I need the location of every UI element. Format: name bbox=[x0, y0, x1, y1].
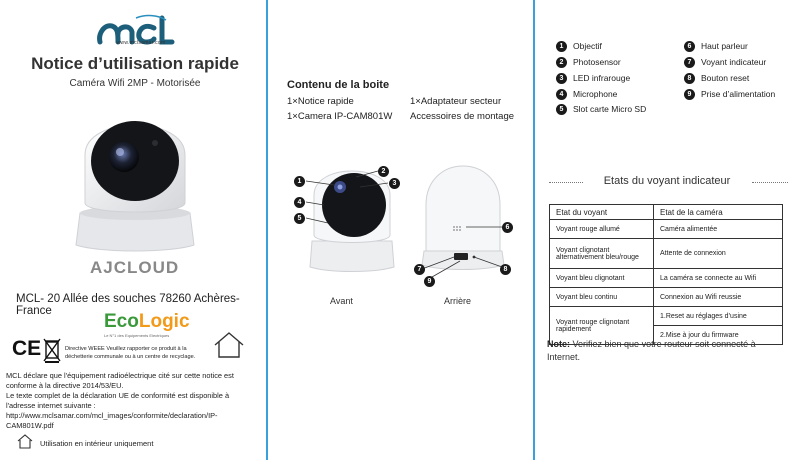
back-view-label: Arrière bbox=[444, 296, 472, 306]
company-address: MCL- 20 Allée des souches 78260 Achères-France bbox=[16, 293, 240, 317]
conformity-declaration bbox=[6, 371, 264, 431]
part-number: 3 bbox=[556, 73, 567, 84]
part-label: Objectif bbox=[573, 41, 602, 51]
part-label: LED infrarouge bbox=[573, 73, 631, 83]
column-header: Etat de la caméra bbox=[654, 205, 783, 220]
part-number: 1 bbox=[556, 41, 567, 52]
declaration-line: Le texte complet de la déclaration UE de conformité est disponible à bbox=[6, 391, 230, 400]
declaration-line: MCL déclare que l'équipement radioélectrique cité sur cette notice est bbox=[6, 371, 234, 380]
part-item bbox=[556, 41, 602, 52]
mcl-logo bbox=[96, 12, 176, 52]
part-label: Bouton reset bbox=[701, 73, 750, 83]
part-item bbox=[556, 73, 630, 84]
camera-cell: 2.Mise à jour du firmware bbox=[654, 326, 783, 345]
part-label: Voyant indicateur bbox=[701, 57, 767, 67]
front-view-label: Avant bbox=[330, 296, 353, 306]
part-label: Photosensor bbox=[573, 57, 621, 67]
part-number: 8 bbox=[684, 73, 695, 84]
table-row bbox=[550, 288, 783, 307]
part-number: 5 bbox=[556, 104, 567, 115]
ecologic-tagline: Le N°1 des Equipements Electriques bbox=[104, 333, 170, 338]
ce-mark: CE bbox=[12, 337, 42, 360]
weee-notice: Directive WEEE Veuillez rapporter ce produit à la déchetterie communale ou à un centre de recyclage. bbox=[65, 346, 196, 360]
declaration-line: l'adresse internet suivante : bbox=[6, 401, 96, 410]
part-item bbox=[684, 73, 749, 84]
table-row bbox=[550, 269, 783, 288]
weee-bin-icon bbox=[42, 336, 62, 364]
part-number: 9 bbox=[684, 89, 695, 100]
part-label: Prise d’alimentation bbox=[701, 89, 776, 99]
contents-item: 1×Camera IP-CAM801W bbox=[287, 111, 393, 122]
part-item bbox=[684, 41, 748, 52]
page-subtitle: Caméra Wifi 2MP - Motorisée bbox=[69, 78, 201, 89]
note-label: Note: bbox=[547, 339, 570, 349]
title-dotted-rule bbox=[752, 182, 788, 183]
part-item bbox=[556, 57, 621, 68]
part-marker-2: 2 bbox=[378, 166, 389, 177]
brand-url: www.mclsamar.com bbox=[116, 40, 166, 46]
part-marker-5: 5 bbox=[294, 213, 305, 224]
page-title: Notice d’utilisation rapide bbox=[31, 54, 239, 73]
column-header: Etat du voyant bbox=[550, 205, 654, 220]
voyant-cell: Voyant bleu clignotant bbox=[550, 269, 654, 288]
contents-item: Accessoires de montage bbox=[410, 111, 515, 122]
part-item bbox=[556, 104, 646, 115]
table-row bbox=[550, 220, 783, 239]
part-item bbox=[684, 89, 775, 100]
part-marker-7: 7 bbox=[414, 264, 425, 275]
camera-back-diagram bbox=[410, 155, 520, 280]
router-note bbox=[547, 338, 787, 364]
indoor-house-icon bbox=[16, 433, 34, 449]
part-marker-1: 1 bbox=[294, 176, 305, 187]
part-label: Haut parleur bbox=[701, 41, 748, 51]
camera-cell: Caméra alimentée bbox=[654, 220, 783, 239]
contents-item: 1×Notice rapide bbox=[287, 96, 354, 107]
voyant-cell: Voyant rouge allumé bbox=[550, 220, 654, 239]
contents-item: 1×Adaptateur secteur bbox=[410, 96, 502, 107]
part-number: 4 bbox=[556, 89, 567, 100]
camera-front-diagram bbox=[290, 155, 410, 275]
status-section-title: Etats du voyant indicateur bbox=[603, 175, 731, 187]
declaration-url: http://www.mclsamar.com/mcl_images/conformite/declaration/IP-CAM801W.pdf bbox=[6, 411, 218, 430]
camera-cell: Connexion au Wifi reussie bbox=[654, 288, 783, 307]
part-marker-4: 4 bbox=[294, 197, 305, 208]
ecologic-logo: EcoLogic bbox=[104, 311, 190, 332]
part-number: 2 bbox=[556, 57, 567, 68]
part-marker-8: 8 bbox=[500, 264, 511, 275]
part-label: Slot carte Micro SD bbox=[573, 104, 647, 114]
part-item bbox=[556, 89, 617, 100]
voyant-cell: Voyant clignotant alternativement bleu/rouge bbox=[550, 239, 654, 269]
indicator-status-table bbox=[549, 204, 783, 345]
voyant-cell: Voyant rouge clignotant rapidement bbox=[550, 307, 654, 345]
table-row bbox=[550, 307, 783, 326]
table-header-row bbox=[550, 205, 783, 220]
part-marker-3: 3 bbox=[389, 178, 400, 189]
camera-cell: Attente de connexion bbox=[654, 239, 783, 269]
ajcloud-logo: AJCLOUD bbox=[90, 258, 180, 277]
part-marker-9: 9 bbox=[424, 276, 435, 287]
camera-cell: La caméra se connecte au Wifi bbox=[654, 269, 783, 288]
note-text: Verifiez bien que votre routeur soit connecté à Internet. bbox=[547, 339, 756, 362]
table-row bbox=[550, 239, 783, 269]
contents-title: Contenu de la boite bbox=[287, 79, 390, 91]
declaration-line: conforme à la directive 2014/53/EU. bbox=[6, 381, 124, 390]
part-item bbox=[684, 57, 766, 68]
indoor-use-label: Utilisation en intérieur uniquement bbox=[40, 439, 154, 448]
panel-divider bbox=[533, 0, 535, 460]
part-number: 7 bbox=[684, 57, 695, 68]
voyant-cell: Voyant bleu continu bbox=[550, 288, 654, 307]
part-marker-6: 6 bbox=[502, 222, 513, 233]
part-number: 6 bbox=[684, 41, 695, 52]
camera-product-image bbox=[60, 95, 210, 255]
house-icon bbox=[212, 331, 246, 359]
camera-cell: 1.Reset au réglages d’usine bbox=[654, 307, 783, 326]
part-label: Microphone bbox=[573, 89, 618, 99]
